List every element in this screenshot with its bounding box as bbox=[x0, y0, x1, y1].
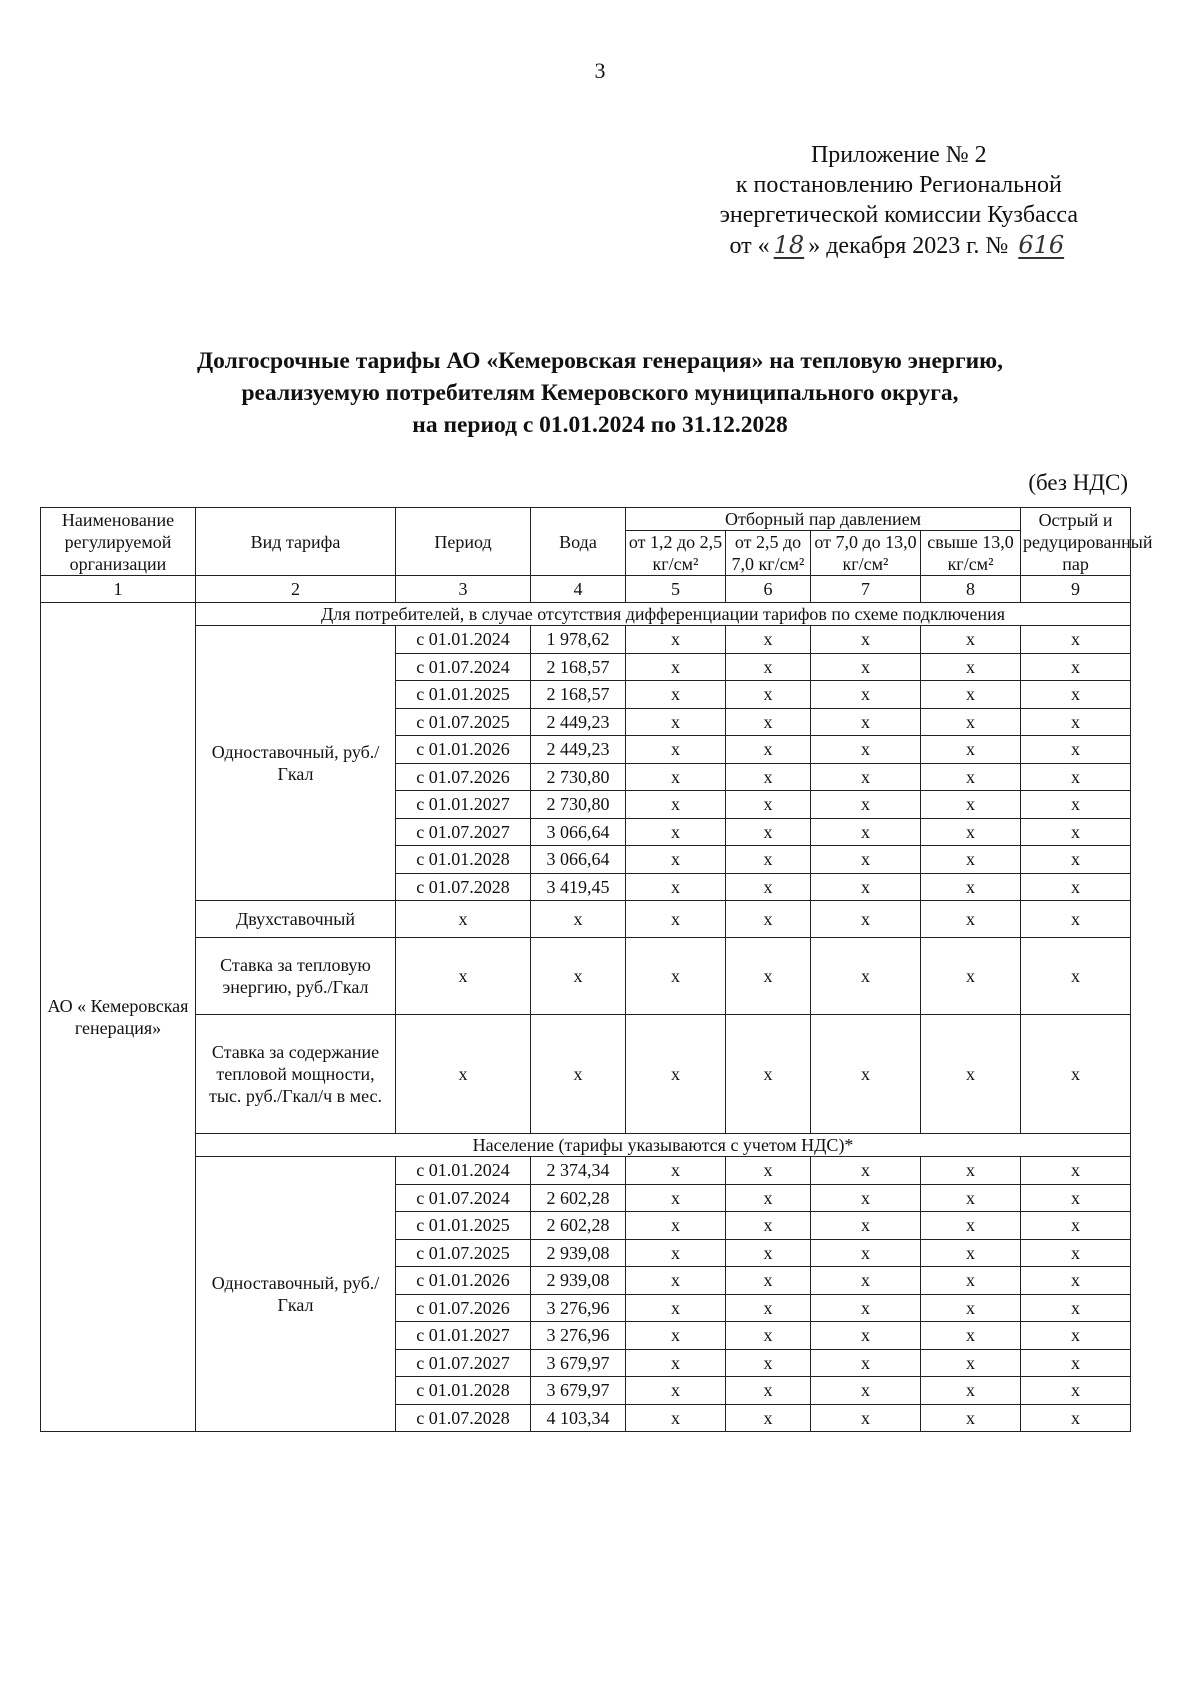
col-num: 3 bbox=[396, 576, 531, 603]
period-cell: с 01.07.2025 bbox=[396, 1239, 531, 1267]
na-mark: х bbox=[626, 1322, 726, 1350]
na-mark: х bbox=[626, 736, 726, 764]
na-mark: х bbox=[626, 1349, 726, 1377]
appendix-line-1: Приложение № 2 bbox=[810, 142, 987, 168]
water-tariff-cell: 2 602,28 bbox=[531, 1184, 626, 1212]
na-mark: х bbox=[811, 1212, 921, 1240]
na-mark: х bbox=[921, 791, 1021, 819]
na-mark: х bbox=[626, 846, 726, 874]
section-1-single-rate-label: Одноставочный, руб./Гкал bbox=[196, 626, 396, 901]
na-mark: х bbox=[726, 1157, 811, 1185]
na-mark: х bbox=[726, 1322, 811, 1350]
na-mark: х bbox=[531, 1015, 626, 1134]
na-mark: х bbox=[921, 1212, 1021, 1240]
energy-rate-row-label: Ставка за тепловую энергию, руб./Гкал bbox=[196, 938, 396, 1015]
na-mark: х bbox=[1021, 763, 1131, 791]
col-num: 8 bbox=[921, 576, 1021, 603]
date-prefix: от « bbox=[729, 233, 770, 259]
section-2-single-rate-label: Одноставочный, руб./Гкал bbox=[196, 1157, 396, 1432]
period-cell: с 01.01.2024 bbox=[396, 1157, 531, 1185]
na-mark: х bbox=[1021, 873, 1131, 901]
na-mark: х bbox=[811, 1377, 921, 1405]
handwritten-day: 18 bbox=[773, 231, 805, 259]
na-mark: х bbox=[1021, 736, 1131, 764]
header-steam-2: от 2,5 до 7,0 кг/см² bbox=[726, 531, 811, 576]
na-mark: х bbox=[921, 1267, 1021, 1295]
na-mark: х bbox=[1021, 1349, 1131, 1377]
water-tariff-cell: 2 168,57 bbox=[531, 681, 626, 709]
na-mark: х bbox=[726, 736, 811, 764]
na-mark: х bbox=[811, 1267, 921, 1295]
water-tariff-cell: 4 103,34 bbox=[531, 1404, 626, 1432]
na-mark: х bbox=[726, 791, 811, 819]
period-cell: с 01.07.2026 bbox=[396, 763, 531, 791]
na-mark: х bbox=[921, 653, 1021, 681]
na-mark: х bbox=[811, 901, 921, 938]
na-mark: х bbox=[811, 1322, 921, 1350]
energy-rate-row bbox=[41, 938, 1131, 1015]
na-mark: х bbox=[811, 1404, 921, 1432]
na-mark: х bbox=[726, 818, 811, 846]
water-tariff-cell: 2 449,23 bbox=[531, 708, 626, 736]
na-mark: х bbox=[921, 901, 1021, 938]
na-mark: х bbox=[921, 736, 1021, 764]
period-cell: с 01.07.2026 bbox=[396, 1294, 531, 1322]
na-mark: х bbox=[921, 1239, 1021, 1267]
na-mark: х bbox=[1021, 1404, 1131, 1432]
na-mark: х bbox=[1021, 1157, 1131, 1185]
na-mark: х bbox=[921, 1294, 1021, 1322]
water-tariff-cell: 3 419,45 bbox=[531, 873, 626, 901]
period-cell: с 01.07.2028 bbox=[396, 873, 531, 901]
header-steam-4: свыше 13,0 кг/см² bbox=[921, 531, 1021, 576]
header-period: Период bbox=[396, 508, 531, 576]
capacity-rate-row bbox=[41, 1015, 1131, 1134]
na-mark: х bbox=[1021, 791, 1131, 819]
table-row bbox=[41, 626, 1131, 654]
na-mark: х bbox=[626, 1184, 726, 1212]
na-mark: х bbox=[921, 846, 1021, 874]
na-mark: х bbox=[921, 938, 1021, 1015]
na-mark: х bbox=[626, 873, 726, 901]
na-mark: х bbox=[1021, 1015, 1131, 1134]
period-cell: с 01.07.2024 bbox=[396, 653, 531, 681]
vat-note: (без НДС) bbox=[1028, 470, 1128, 495]
na-mark: х bbox=[396, 1015, 531, 1134]
na-mark: х bbox=[921, 708, 1021, 736]
na-mark: х bbox=[921, 1322, 1021, 1350]
header-water: Вода bbox=[531, 508, 626, 576]
na-mark: х bbox=[811, 818, 921, 846]
na-mark: х bbox=[811, 626, 921, 654]
period-cell: с 01.01.2025 bbox=[396, 681, 531, 709]
na-mark: х bbox=[531, 938, 626, 1015]
na-mark: х bbox=[626, 708, 726, 736]
na-mark: х bbox=[726, 626, 811, 654]
na-mark: х bbox=[726, 1212, 811, 1240]
col-num: 2 bbox=[196, 576, 396, 603]
na-mark: х bbox=[726, 938, 811, 1015]
water-tariff-cell: 2 730,80 bbox=[531, 791, 626, 819]
period-cell: с 01.01.2027 bbox=[396, 791, 531, 819]
na-mark: х bbox=[811, 1157, 921, 1185]
water-tariff-cell: 2 374,34 bbox=[531, 1157, 626, 1185]
period-cell: с 01.01.2025 bbox=[396, 1212, 531, 1240]
water-tariff-cell: 2 730,80 bbox=[531, 763, 626, 791]
na-mark: х bbox=[626, 1157, 726, 1185]
na-mark: х bbox=[1021, 653, 1131, 681]
na-mark: х bbox=[811, 938, 921, 1015]
na-mark: х bbox=[626, 763, 726, 791]
na-mark: х bbox=[726, 708, 811, 736]
header-steam-group: Отборный пар давлением bbox=[626, 508, 1021, 531]
water-tariff-cell: 2 449,23 bbox=[531, 736, 626, 764]
na-mark: х bbox=[726, 1239, 811, 1267]
section-1-row bbox=[41, 603, 1131, 626]
na-mark: х bbox=[531, 901, 626, 938]
na-mark: х bbox=[726, 873, 811, 901]
na-mark: х bbox=[921, 1404, 1021, 1432]
na-mark: х bbox=[811, 1294, 921, 1322]
appendix-line-2: к постановлению Региональной bbox=[735, 172, 1062, 198]
na-mark: х bbox=[626, 1294, 726, 1322]
section-2-row bbox=[41, 1134, 1131, 1157]
na-mark: х bbox=[726, 681, 811, 709]
na-mark: х bbox=[811, 763, 921, 791]
section-1-label: Для потребителей, в случае отсутствия дифференциации тарифов по схеме подключения bbox=[196, 603, 1131, 626]
period-cell: с 01.01.2027 bbox=[396, 1322, 531, 1350]
period-cell: с 01.07.2027 bbox=[396, 818, 531, 846]
na-mark: х bbox=[811, 653, 921, 681]
na-mark: х bbox=[1021, 1377, 1131, 1405]
water-tariff-cell: 3 679,97 bbox=[531, 1377, 626, 1405]
na-mark: х bbox=[1021, 1267, 1131, 1295]
na-mark: х bbox=[626, 818, 726, 846]
na-mark: х bbox=[626, 653, 726, 681]
handwritten-number: 616 bbox=[1018, 231, 1065, 259]
na-mark: х bbox=[1021, 1239, 1131, 1267]
na-mark: х bbox=[811, 1349, 921, 1377]
col-num: 9 bbox=[1021, 576, 1131, 603]
appendix-block bbox=[720, 140, 1078, 261]
title-line-1: Долгосрочные тарифы АО «Кемеровская генерация» на тепловую энергию, bbox=[196, 348, 1003, 374]
appendix-date-line bbox=[720, 230, 1078, 261]
na-mark: х bbox=[1021, 681, 1131, 709]
na-mark: х bbox=[1021, 1322, 1131, 1350]
water-tariff-cell: 1 978,62 bbox=[531, 626, 626, 654]
org-name: АО « Кемеровская генерация» bbox=[41, 603, 196, 1432]
na-mark: х bbox=[1021, 1294, 1131, 1322]
appendix-line-3: энергетической комиссии Кузбасса bbox=[719, 202, 1078, 228]
period-cell: с 01.07.2024 bbox=[396, 1184, 531, 1212]
na-mark: х bbox=[626, 1404, 726, 1432]
title-line-2: реализуемую потребителям Кемеровского муниципального округа, bbox=[241, 380, 959, 406]
na-mark: х bbox=[811, 1015, 921, 1134]
na-mark: х bbox=[921, 681, 1021, 709]
na-mark: х bbox=[921, 1377, 1021, 1405]
na-mark: х bbox=[1021, 1184, 1131, 1212]
na-mark: х bbox=[811, 846, 921, 874]
na-mark: х bbox=[726, 653, 811, 681]
na-mark: х bbox=[921, 1157, 1021, 1185]
two-rate-row-label: Двухставочный bbox=[196, 901, 396, 938]
water-tariff-cell: 3 276,96 bbox=[531, 1322, 626, 1350]
column-number-row bbox=[41, 576, 1131, 603]
na-mark: х bbox=[726, 1349, 811, 1377]
period-cell: с 01.01.2026 bbox=[396, 736, 531, 764]
na-mark: х bbox=[811, 1239, 921, 1267]
period-cell: с 01.07.2027 bbox=[396, 1349, 531, 1377]
na-mark: х bbox=[726, 1404, 811, 1432]
na-mark: х bbox=[726, 1267, 811, 1295]
na-mark: х bbox=[396, 938, 531, 1015]
water-tariff-cell: 3 066,64 bbox=[531, 846, 626, 874]
water-tariff-cell: 2 939,08 bbox=[531, 1239, 626, 1267]
na-mark: х bbox=[626, 938, 726, 1015]
period-cell: с 01.01.2028 bbox=[396, 846, 531, 874]
table-row bbox=[41, 1157, 1131, 1185]
na-mark: х bbox=[726, 1184, 811, 1212]
na-mark: х bbox=[626, 1239, 726, 1267]
na-mark: х bbox=[726, 1294, 811, 1322]
na-mark: х bbox=[626, 1212, 726, 1240]
na-mark: х bbox=[726, 901, 811, 938]
na-mark: х bbox=[626, 626, 726, 654]
na-mark: х bbox=[811, 681, 921, 709]
na-mark: х bbox=[626, 1015, 726, 1134]
na-mark: х bbox=[1021, 708, 1131, 736]
document-title bbox=[100, 345, 1100, 441]
na-mark: х bbox=[626, 1267, 726, 1295]
period-cell: с 01.01.2028 bbox=[396, 1377, 531, 1405]
water-tariff-cell: 3 276,96 bbox=[531, 1294, 626, 1322]
na-mark: х bbox=[1021, 846, 1131, 874]
na-mark: х bbox=[726, 1015, 811, 1134]
period-cell: с 01.07.2025 bbox=[396, 708, 531, 736]
na-mark: х bbox=[921, 1184, 1021, 1212]
na-mark: х bbox=[726, 1377, 811, 1405]
na-mark: х bbox=[921, 1015, 1021, 1134]
water-tariff-cell: 2 939,08 bbox=[531, 1267, 626, 1295]
na-mark: х bbox=[626, 681, 726, 709]
na-mark: х bbox=[626, 901, 726, 938]
na-mark: х bbox=[811, 1184, 921, 1212]
header-tariff-type: Вид тарифа bbox=[196, 508, 396, 576]
na-mark: х bbox=[921, 818, 1021, 846]
na-mark: х bbox=[726, 846, 811, 874]
na-mark: х bbox=[921, 763, 1021, 791]
tariff-table bbox=[40, 507, 1153, 1432]
col-num: 4 bbox=[531, 576, 626, 603]
na-mark: х bbox=[811, 708, 921, 736]
na-mark: х bbox=[1021, 901, 1131, 938]
title-line-3: на период с 01.01.2024 по 31.12.2028 bbox=[412, 412, 788, 438]
header-steam-3: от 7,0 до 13,0 кг/см² bbox=[811, 531, 921, 576]
col-num: 6 bbox=[726, 576, 811, 603]
na-mark: х bbox=[921, 626, 1021, 654]
section-2-label: Население (тарифы указываются с учетом НДС)* bbox=[196, 1134, 1131, 1157]
header-steam-1: от 1,2 до 2,5 кг/см² bbox=[626, 531, 726, 576]
col-num: 5 bbox=[626, 576, 726, 603]
na-mark: х bbox=[811, 736, 921, 764]
period-cell: с 01.01.2024 bbox=[396, 626, 531, 654]
na-mark: х bbox=[811, 873, 921, 901]
na-mark: х bbox=[1021, 818, 1131, 846]
date-middle: » декабря 2023 г. № bbox=[808, 233, 1009, 259]
page-number: 3 bbox=[594, 58, 606, 83]
na-mark: х bbox=[1021, 938, 1131, 1015]
two-rate-row bbox=[41, 901, 1131, 938]
header-sharp-steam: Острый и редуцированный пар bbox=[1021, 508, 1131, 576]
water-tariff-cell: 3 066,64 bbox=[531, 818, 626, 846]
na-mark: х bbox=[921, 873, 1021, 901]
na-mark: х bbox=[726, 763, 811, 791]
na-mark: х bbox=[626, 791, 726, 819]
na-mark: х bbox=[811, 791, 921, 819]
capacity-rate-row-label: Ставка за содержание тепловой мощности, тыс. руб./Гкал/ч в мес. bbox=[196, 1015, 396, 1134]
na-mark: х bbox=[1021, 626, 1131, 654]
na-mark: х bbox=[396, 901, 531, 938]
header-org: Наименование регулируемой организации bbox=[41, 508, 196, 576]
period-cell: с 01.01.2026 bbox=[396, 1267, 531, 1295]
na-mark: х bbox=[626, 1377, 726, 1405]
na-mark: х bbox=[1021, 1212, 1131, 1240]
water-tariff-cell: 2 602,28 bbox=[531, 1212, 626, 1240]
na-mark: х bbox=[921, 1349, 1021, 1377]
col-num: 1 bbox=[41, 576, 196, 603]
water-tariff-cell: 3 679,97 bbox=[531, 1349, 626, 1377]
col-num: 7 bbox=[811, 576, 921, 603]
period-cell: с 01.07.2028 bbox=[396, 1404, 531, 1432]
water-tariff-cell: 2 168,57 bbox=[531, 653, 626, 681]
